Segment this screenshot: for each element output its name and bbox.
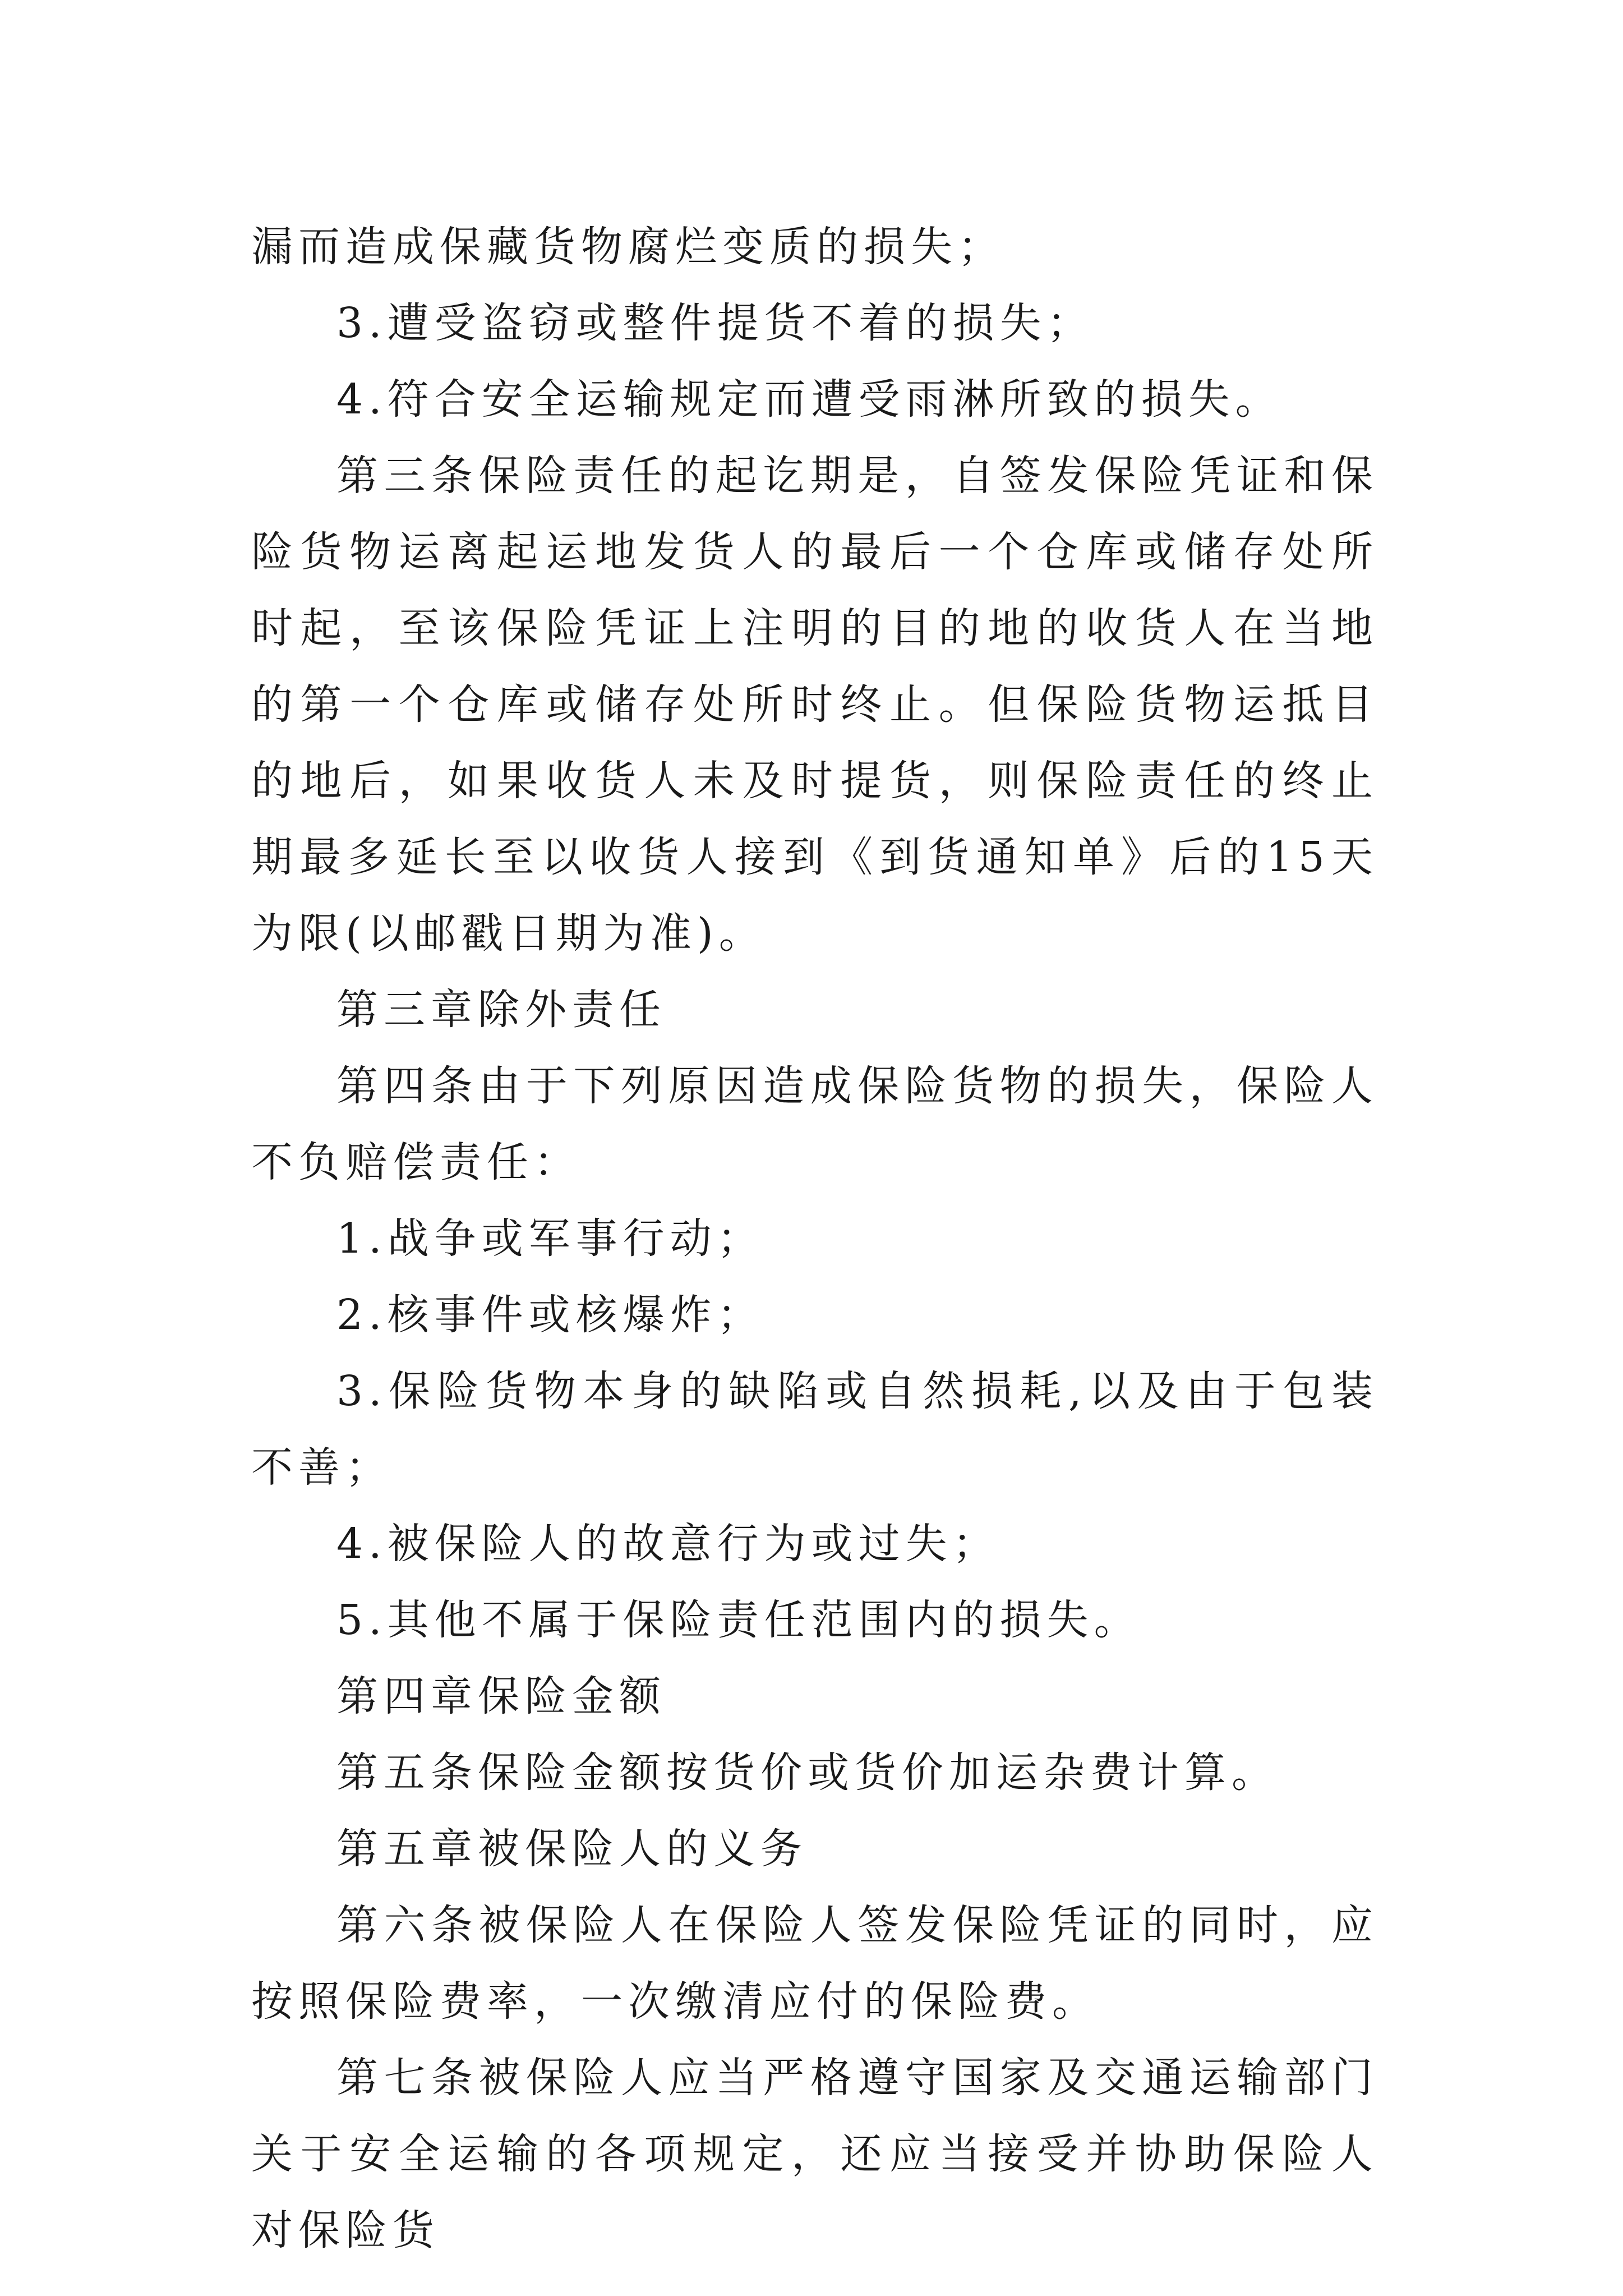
chapter-heading-4: 第四章保险金额 <box>336 1672 666 1720</box>
paragraph-15: 第六条被保险人在保险人签发保险凭证的同时，应按照保险费率，一次缴清应付的保险费。 <box>251 1901 1378 2026</box>
paragraph-1: 漏而造成保藏货物腐烂变质的损失； <box>251 223 1005 271</box>
paragraph-13: 第五条保险金额按货价或货价加运杂费计算。 <box>336 1749 1279 1797</box>
paragraph-11: 5.其他不属于保险责任范围内的损失。 <box>336 1596 1141 1644</box>
paragraph-9: 3.保险货物本身的缺陷或自然损耗,以及由于包装不善； <box>251 1367 1378 1492</box>
paragraph-3: 4.符合安全运输规定而遭受雨淋所致的损失。 <box>336 375 1283 424</box>
paragraph-8: 2.核事件或核爆炸； <box>336 1291 764 1339</box>
document-body <box>251 209 1378 2269</box>
chapter-heading-5: 第五章被保险人的义务 <box>336 1825 808 1873</box>
paragraph-10: 4.被保险人的故意行为或过失； <box>336 1520 1000 1568</box>
paragraph-6: 第四条由于下列原因造成保险货物的损失，保险人不负赔偿责任： <box>251 1062 1378 1186</box>
paragraph-16: 第七条被保险人应当严格遵守国家及交通运输部门关于安全运输的各项规定，还应当接受并协助保险人对保险货 <box>251 2054 1378 2254</box>
paragraph-2: 3.遭受盗窃或整件提货不着的损失； <box>336 299 1094 347</box>
paragraph-7: 1.战争或军事行动； <box>336 1214 764 1263</box>
paragraph-4: 第三条保险责任的起讫期是，自签发保险凭证和保险货物运离起运地发货人的最后一个仓库或储存处所时起，至该保险凭证上注明的目的地的收货人在当地的第一个仓库或储存处所时终止。但保险货物运抵目的地后，如果收货人未及时提货，则保险责任的终止期最多延长至以收货人接到《到货通知单》后的15天为限(以邮戳日期为准)。 <box>251 452 1378 958</box>
chapter-heading-3: 第三章除外责任 <box>336 986 666 1034</box>
